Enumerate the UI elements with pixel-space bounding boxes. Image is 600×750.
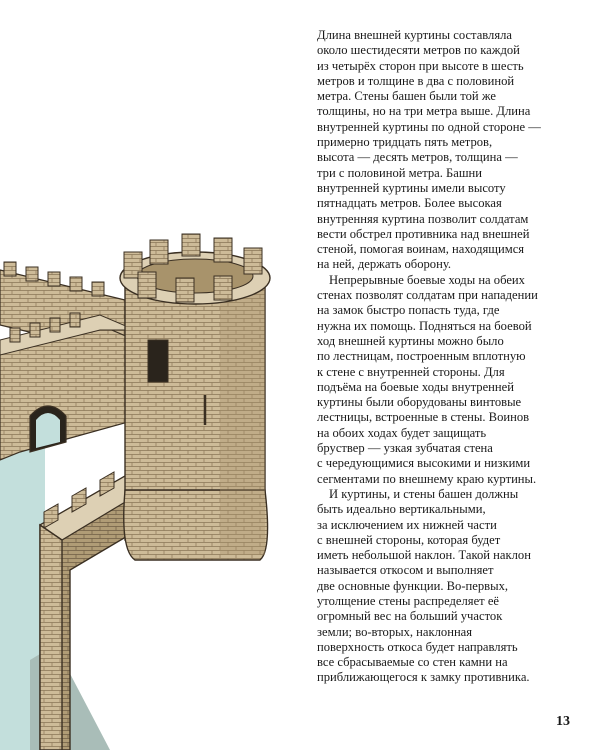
text-line: пятнадцать метров. Более высокая [317,196,502,211]
body-text-column [317,28,589,686]
text-line: высота — десять метров, толщина — [317,150,518,165]
castle-illustration [0,190,330,750]
text-line: примерно тридцать пять метров, [317,135,493,150]
text-line: стеной, помогая воинам, находящимся [317,242,525,257]
text-line: за исключением их нижней части [317,517,497,532]
paragraph-1 [317,28,589,273]
text-line: поверхность откоса будет направлять [317,639,518,654]
text-line: быть идеально вертикальными, [317,502,486,517]
text-line: подъёма на боевые ходы внутренней [317,379,514,394]
tower-shadow [220,285,265,555]
front-wall-end [40,525,62,750]
text-line: внутренняя куртина позволит солдатам [317,211,529,226]
text-line: метров и толщине в два с половиной [317,73,515,88]
text-line: ход внешней куртины можно было [317,333,504,348]
text-line: иметь небольшой наклон. Такой наклон [317,548,531,563]
paragraph-3 [317,487,589,686]
paragraph-2 [317,273,589,487]
text-line: все сбрасываемые со стен камни на [317,655,508,670]
text-line: вести обстрел противника над внешней [317,226,530,241]
text-line: из четырёх сторон при высоте в шесть [317,58,524,73]
text-line: по лестницам, построенным вплотную [317,349,526,364]
text-line: утолщение стены распределяет её [317,593,500,608]
text-line: куртины были оборудованы винтовые [317,395,522,410]
text-line: сегментами по внешнему краю куртины. [317,471,537,486]
text-line: земли; во-вторых, наклонная [317,624,473,639]
text-line: на обоих ходах будет защищать [317,425,487,440]
text-line: Длина внешней куртины составляла [317,28,513,42]
text-line: И куртины, и стены башен должны [329,486,519,501]
text-line: огромный вес на больший участок [317,609,503,624]
page-number: 13 [556,714,570,729]
text-line: метра. Стены башен были той же [317,89,496,104]
text-line: лестницы, встроенные в стены. Воинов [317,410,530,425]
text-line: к стене с внутренней стороны. Для [317,364,505,379]
text-line: внутренней куртины имели высоту [317,180,506,195]
text-line: внутренней куртины по одной стороне — [317,119,541,134]
text-line: нужна их помощь. Подняться на боевой [317,318,532,333]
text-line: на ней, держать оборону. [317,257,452,272]
tower-doorway [148,340,168,382]
text-line: две основные функции. Во-первых, [317,578,509,593]
text-line: на замок быстро попасть туда, где [317,303,500,318]
text-line: толщины, но на три метра выше. Длина [317,104,531,119]
text-line: три с половиной метра. Башни [317,165,483,180]
text-line: с чередующимися высокими и низкими [317,456,531,471]
text-line: приближающегося к замку противника. [317,670,530,685]
text-line: называется откосом и выполняет [317,563,494,578]
text-line: бруствер — узкая зубчатая стена [317,441,493,456]
text-line: около шестидесяти метров по каждой [317,43,520,58]
text-line: стенах позволят солдатам при нападении [317,288,538,303]
archway-light [36,413,60,448]
text-line: Непрерывные боевые ходы на обеих [329,272,525,287]
text-line: с внешней стороны, которая будет [317,532,501,547]
